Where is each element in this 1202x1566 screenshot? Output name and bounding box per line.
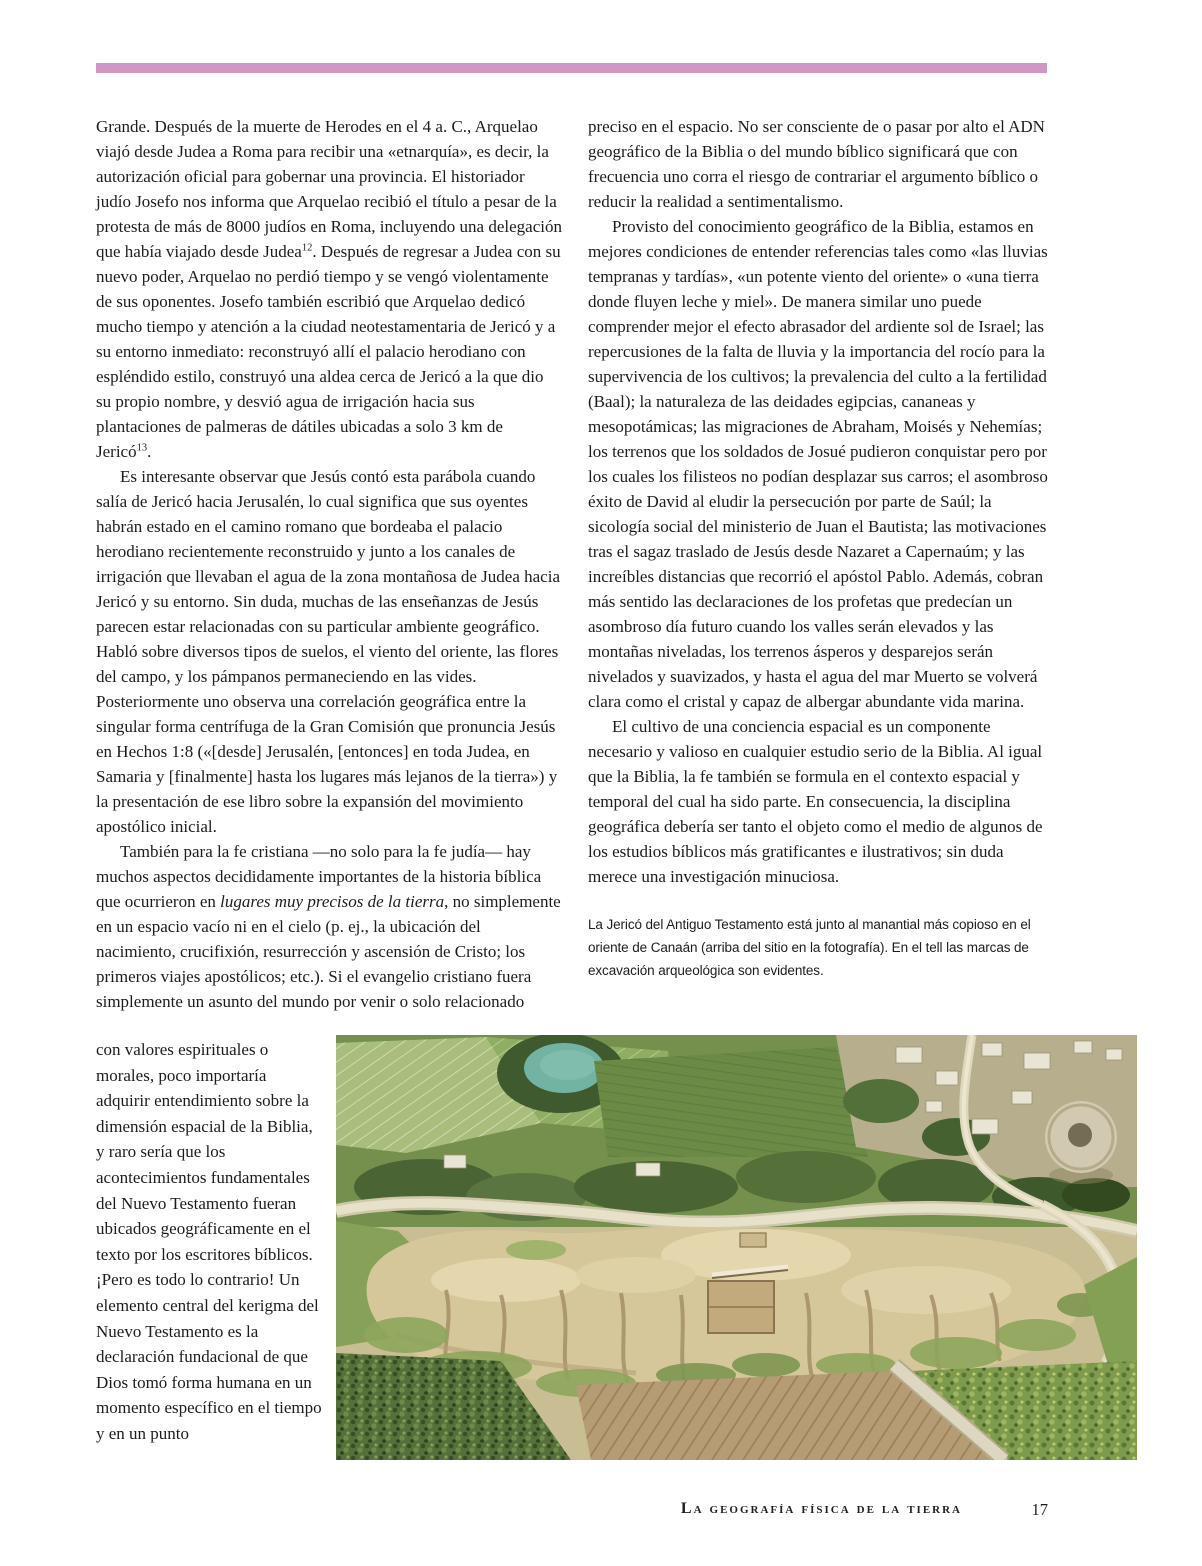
paragraph-spatial-awareness: El cultivo de una conciencia espacial es un componente necesario y valioso en cualquier estudio serio de la Biblia. Al igual que la Biblia, la fe también se formula en el contexto espacial y temporal del cual ha sido parte. En consecuencia, la disciplina geográfica debería ser tanto el objeto como el medio de algunos de los estudios bíblicos más gratificantes e ilustrativos; sin duda merece una investigación minuciosa. <box>588 717 1043 886</box>
paragraph-parable: Es interesante observar que Jesús contó esta parábola cuando salía de Jericó hacia Jerusalén, lo cual significa que sus oyentes habrán estado en el camino romano que bordeaba el palacio herodiano recientemente reconstruido y junto a los canales de irrigación que llevaban el agua de la zona montañosa de Judea hacia Jericó y su entorno. Sin duda, muchas de las enseñanzas de Jesús parecen estar relacionadas con su particular ambiente geográfico. Habló sobre diversos tipos de suelos, el viento del oriente, las flores del campo, y los pámpanos permaneciendo en las vides. Posteriormente uno observa una correlación geográfica entre la singular forma centrífuga de la Gran Comisión que pronuncia Jesús en Hechos 1:8 («[desde] Jerusalén, [entonces] en toda Judea, en Samaria y [finalmente] hasta los lugares más lejanos de la tierra») y la presentación de ese libro sobre la expansión del movimiento apostólico inicial. <box>96 467 560 836</box>
right-column <box>588 114 1050 982</box>
round-building <box>1045 1101 1117 1184</box>
paragraph-text: . Después de regresar a Judea con su nuevo poder, Arquelao no perdió tiempo y se vengó violentamente de sus oponentes. Josefo también escribió que Arquelao dedicó mucho tiempo y atención a la ciudad neotestamentaria de Jericó y a su entorno inmediato: reconstruyó allí el palacio herodiano con espléndido estilo, construyó una aldea cerca de Jericó a la que dio su propio nombre, y desvió agua de irrigación hacia sus plantaciones de palmeras de dátiles ubicadas a solo 3 km de Jericó <box>96 242 561 461</box>
left-column <box>96 114 562 1014</box>
paragraph-text: . <box>147 442 152 461</box>
italic-phrase: lugares muy precisos de la tierra <box>220 892 445 911</box>
footnote-ref-12: 12 <box>301 242 313 254</box>
footnote-ref-13: 13 <box>136 442 148 454</box>
paragraph-archelaus <box>96 114 562 464</box>
paragraph-kerygma: con valores espirituales o morales, poco importaría adquirir entendimiento sobre la dimensión espacial de la Biblia, y raro sería que los acontecimientos fundamentales del Nuevo Testamento fueran ubicados geográficamente en el texto por los escritores bíblicos. ¡Pero es todo lo contrario! Un elemento central del kerigma del Nuevo Testamento es la declaración fundacional de que Dios tomó forma humana en un momento específico en el tiempo y en un punto <box>96 1040 322 1443</box>
paragraph-text: , no simplemente en un espacio vacío ni en el cielo (p. ej., la ubicación del nacimiento, crucifixión, resurrección y ascensión de Cristo; los primeros viajes apostólicos; etc.). Si el evangelio cristiano fuera simplemente un asunto del mundo por venir o solo relacionado <box>96 892 561 1011</box>
page-number: 17 <box>1031 1500 1048 1519</box>
photo-caption: La Jericó del Antiguo Testamento está junto al manantial más copioso en el oriente de Canaán (arriba del sitio en la fotografía). En el tell las marcas de excavación arqueológica son evidentes. <box>588 917 1031 978</box>
accent-bar <box>96 63 1047 73</box>
orchard-rows <box>594 1047 868 1157</box>
paragraph-christian-faith <box>96 839 562 1014</box>
aerial-photo <box>336 1035 1137 1460</box>
left-column-narrow <box>96 1037 322 1447</box>
paragraph-geographic-knowledge: Provisto del conocimiento geográfico de la Biblia, estamos en mejores condiciones de entender referencias tales como «las lluvias tempranas y tardías», «un potente viento del oriente» o «una tierra donde fluyen leche y miel». De manera similar uno puede comprender mejor el efecto abrasador del ardiente sol de Israel; las repercusiones de la falta de lluvia y la importancia del rocío para la supervivencia de los cultivos; la prevalencia del culto a la fertilidad (Baal); la naturaleza de las deidades egipcias, cananeas y mesopotámicas; las migraciones de Abraham, Moisés y Nehemías; los terrenos que los soldados de Josué pudieron conquistar pero por los cuales los filisteos no podían desplazar sus carros; el asombroso éxito de David al eludir la persecución por parte de Saúl; la sicología social del ministerio de Juan el Bautista; las motivaciones tras el sagaz traslado de Jesús desde Nazaret a Capernaúm; y las increíbles distancias que recorrió el apóstol Pablo. Además, cobran más sentido las declaraciones de los profetas que predecían un asombroso día futuro cuando los valles serán elevados y las montañas niveladas, los terrenos ásperos y desparejos serán nivelados y suavizados, y hasta el agua del mar Muerto se volverá clara como el cristal y capaz de albergar abundante vida marina. <box>588 217 1048 711</box>
paragraph-text: Grande. Después de la muerte de Herodes en el 4 a. C., Arquelao viajó desde Judea a Roma para recibir una «etnarquía», es decir, la autorización oficial para gobernar una provincia. El historiador judío Josefo nos informa que Arquelao recibió el título a pesar de la protesta de más de 8000 judíos en Roma, incluyendo una delegación que había viajado desde Judea <box>96 117 562 261</box>
running-footer-title: La geografía física de la tierra <box>680 1500 962 1517</box>
paragraph-text: También para la fe cristiana —no solo para la fe judía— hay muchos aspectos decididamente importantes de la historia bíblica que ocurrieron en <box>96 842 542 911</box>
paragraph-geographic-dna: preciso en el espacio. No ser consciente de o pasar por alto el ADN geográfico de la Biblia o del mundo bíblico significará que con frecuencia uno corra el riesgo de contrariar el argumento bíblico o reducir la realidad a sentimentalismo. <box>588 117 1045 211</box>
